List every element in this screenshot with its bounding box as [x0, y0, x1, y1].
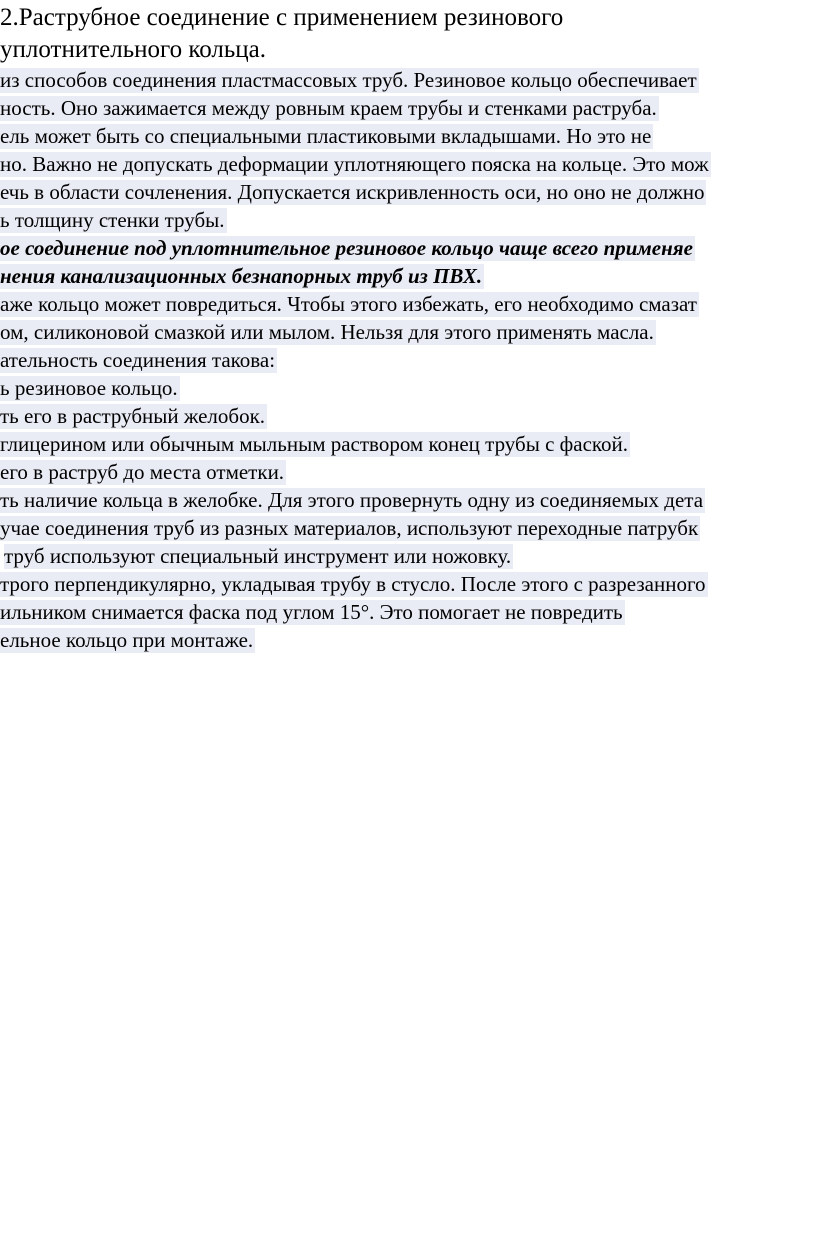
body-line: ательность соединения такова: [0, 348, 276, 372]
body-line: ильником снимается фаска под углом 15°. Это помогает не повредить [0, 600, 623, 624]
step-line: ь резиновое кольцо. [0, 376, 178, 400]
step-line: глицерином или обычным мыльным раствором конец трубы с фаской. [0, 432, 629, 456]
section-heading-line-1: 2.Раструбное соединение с применением резинового [0, 4, 564, 31]
step-line: его в раструб до места отметки. [0, 460, 285, 484]
body-line: ечь в области сочленения. Допускается искривленность оси, но оно не должно [0, 180, 705, 204]
body-line: учае соединения труб из разных материалов, используют переходные патрубк [0, 516, 699, 540]
body-line: но. Важно не допускать деформации уплотняющего пояска на кольце. Это мож [0, 152, 709, 176]
section-heading-line-2: уплотнительного кольца. [0, 36, 267, 63]
body-line: ность. Оно зажимается между ровным краем трубы и стенками раструба. [0, 96, 657, 120]
body-line: ельное кольцо при монтаже. [0, 628, 254, 652]
step-line: ть его в раструбный желобок. [0, 404, 266, 428]
body-line: из способов соединения пластмассовых труб. Резиновое кольцо обеспечивает [0, 68, 697, 92]
emphasis-line: нения канализационных безнапорных труб из ПВХ. [0, 264, 483, 288]
emphasis-line: ое соединение под уплотнительное резиновое кольцо чаще всего применяе [0, 236, 693, 260]
body-line: труб используют специальный инструмент или ножовку. [4, 544, 512, 568]
body-line: трого перпендикулярно, укладывая трубу в стусло. После этого с разрезанного [0, 572, 706, 596]
body-line: ель может быть со специальными пластиковыми вкладышами. Но это не [0, 124, 652, 148]
body-line: ь толщину стенки трубы. [0, 208, 225, 232]
body-line: ом, силиконовой смазкой или мылом. Нельзя для этого применять масла. [0, 320, 654, 344]
body-line: аже кольцо может повредиться. Чтобы этого избежать, его необходимо смазат [0, 292, 697, 316]
step-line: ть наличие кольца в желобке. Для этого провернуть одну из соединяемых дета [0, 488, 704, 512]
